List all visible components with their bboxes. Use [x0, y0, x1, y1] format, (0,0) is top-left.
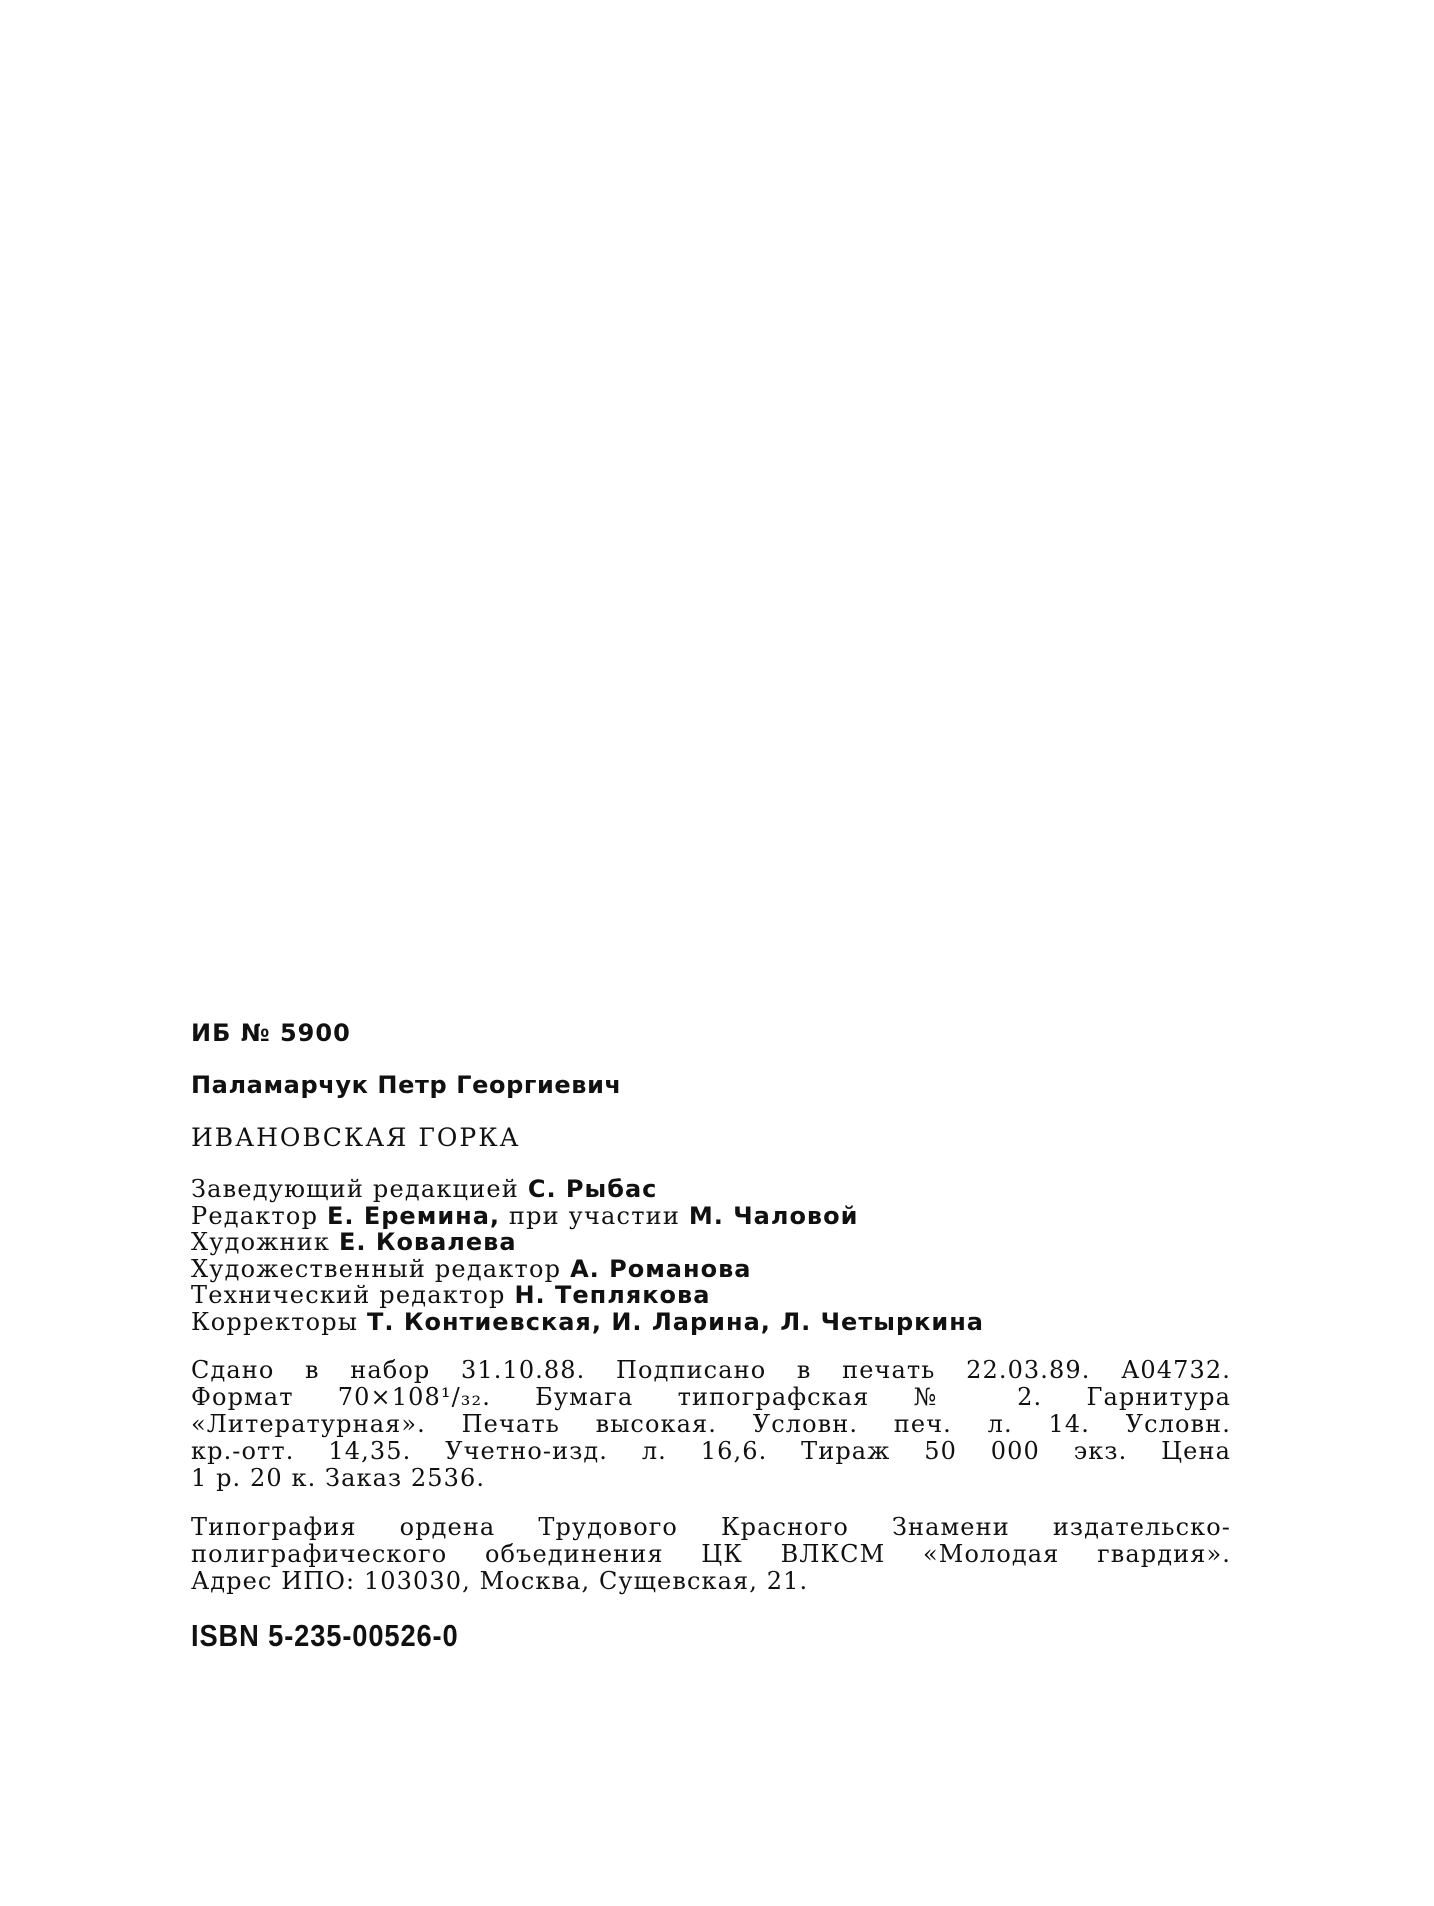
- staff-extra: при участии: [508, 1201, 681, 1230]
- staff-role: Художественный редактор: [191, 1254, 562, 1283]
- staff-line-proofreaders: [191, 1309, 1231, 1336]
- printer-info: [191, 1514, 1231, 1595]
- staff-credits: [191, 1176, 1231, 1335]
- print-details-line: кр.-отт. 14,35. Учетно-изд. л. 16,6. Тираж 50 000 экз. Цена: [191, 1437, 1231, 1465]
- print-details-line: «Литературная». Печать высокая. Условн. печ. л. 14. Условн.: [191, 1410, 1231, 1438]
- staff-line-head-of-editorial: [191, 1176, 1231, 1203]
- staff-names: Н. Теплякова: [514, 1281, 711, 1309]
- staff-role: Художник: [191, 1228, 331, 1256]
- ib-number: ИБ № 5900: [191, 1019, 351, 1047]
- isbn: ISBN 5-235-00526-0: [191, 1618, 459, 1653]
- staff-names: С. Рыбас: [527, 1175, 658, 1203]
- printer-info-line: Адрес ИПО: 103030, Москва, Сущевская, 21.: [191, 1567, 809, 1595]
- staff-role: Технический редактор: [191, 1281, 506, 1309]
- printer-info-line: Типография ордена Трудового Красного Знамени издательско-: [191, 1513, 1231, 1541]
- staff-names: Е. Ковалева: [338, 1228, 517, 1256]
- staff-extra-names: М. Чаловой: [688, 1201, 859, 1230]
- print-details: [191, 1357, 1231, 1492]
- staff-line-art-editor: [191, 1256, 1231, 1283]
- staff-names: Е. Еремина,: [326, 1201, 501, 1230]
- imprint-block: [191, 1018, 1231, 1655]
- staff-line-editor: [191, 1203, 1231, 1230]
- staff-role: Заведующий редакцией: [191, 1175, 519, 1203]
- print-details-line: Сдано в набор 31.10.88. Подписано в печать 22.03.89. А04732.: [191, 1356, 1231, 1384]
- staff-names: А. Романова: [570, 1254, 752, 1283]
- staff-role: Корректоры: [191, 1307, 359, 1336]
- book-title: ИВАНОВСКАЯ ГОРКА: [191, 1123, 521, 1152]
- printer-info-line: полиграфического объединения ЦК ВЛКСМ «Молодая гвардия».: [191, 1540, 1231, 1568]
- staff-line-technical-editor: [191, 1282, 1231, 1309]
- staff-line-artist: [191, 1229, 1231, 1256]
- print-details-line: 1 р. 20 к. Заказ 2536.: [191, 1464, 486, 1492]
- staff-role: Редактор: [191, 1201, 319, 1230]
- author-name: Паламарчук Петр Георгиевич: [191, 1071, 622, 1099]
- staff-names: Т. Контиевская, И. Ларина, Л. Четыркина: [367, 1307, 985, 1336]
- print-details-line: Формат 70×108¹/₃₂. Бумага типографская № 2. Гарнитура: [191, 1383, 1231, 1411]
